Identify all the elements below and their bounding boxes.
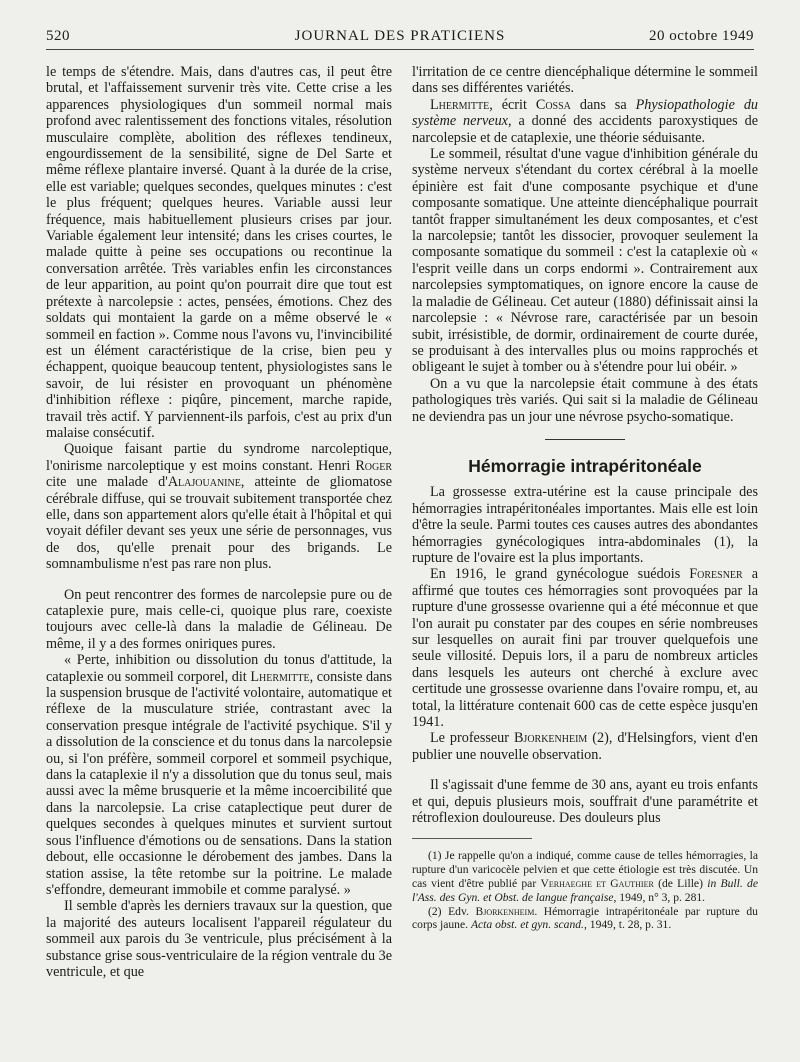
paragraph: En 1916, le grand gynécologue suédois Foresner a affirmé que toutes ces hémorragies sont provoquées par la rupture d'une grossesse ovarienne qui a été méconnue et que l'on aurait pu constater par des coupes en série nombreuses sur lesquelles on aurait fini par trouver quelquefois une seule villosité. Depuis lors, il a paru de nombreux articles dans lesquels les auteurs ont cherché à exclure avec certitude une grossesse ovarienne dans l'ovaire rompu, et, au total, la littérature contenait 600 cas de cette espèce jusqu'en 1941.	[412, 566, 759, 731]
footnote-rule	[412, 838, 532, 839]
paragraph: On a vu que la narcolepsie était commune à des états pathologiques très variés. Qui sait si la maladie de Gélineau ne deviendra pas un jour une névrose psycho-somatique.	[412, 375, 758, 425]
page-number: 520	[46, 28, 70, 44]
header-rule	[46, 49, 754, 50]
author-name: Verhaeghe et Gauthier	[540, 877, 654, 891]
author-name: Bjorkenheim	[513, 730, 588, 747]
paragraph: Lhermitte, écrit Cossa dans sa Physiopathologie du système nerveux, a donné des accidents paroxystiques de narcolepsie et de cataplexie, une théorie séduisante.	[412, 96, 759, 146]
paragraph: Quoique faisant partie du syndrome narcoleptique, l'onirisme narcoleptique y est moins constant. Henri Roger cite une malade d'Alajouanine, atteinte de gliomatose cérébrale diffuse, qui se trouvait subitement transportée chez elle, dans son appartement alors qu'elle était à l'hôpital et qui voyait défiler devant ses yeux une série de personnages, vus de dos, qu'elle prenait pour des brigands. Le somnambulisme n'est pas rare non plus.	[46, 441, 393, 573]
footnote: (2) Edv. Bjorkenheim. Hémorragie intrapéritonéale par rupture du corps jaune. Acta obst. et gyn. scand., 1949, t. 28, p. 31.	[412, 904, 758, 932]
author-name: Cossa	[535, 96, 571, 113]
right-column	[412, 64, 758, 932]
author-name: Roger	[355, 457, 392, 474]
section-divider	[545, 439, 625, 440]
author-name: Lhermitte	[250, 668, 310, 685]
paragraph: le temps de s'étendre. Mais, dans d'autres cas, il peut être brutal, et l'affaissement survenir très vite. Cette crise a les apparences physiologiques d'un sommeil normal mais profond avec ralentissement des fonctions vitales, résolution musculaire complète, abolition des réflexes tendineux, engourdissement de la sensibilité, signe de Del Sarte et même réflexe plantaire inversé. Quant à la durée de la crise, elle est variable; quelques secondes, quelques minutes : c'est le plus fréquent; quelques heures. Variable aussi leur fréquence, mais habituellement plusieurs crises par jour. Variable également leur intensité; dans les crises courtes, le malade quitte à peine ses occupations ou recontinue la conversation arrêtée. Très variables enfin les circonstances de leur apparition, au point qu'on pourrait dire que tout est prétexte à narcolepsie : actes, pensées, émotions. Chez des soldats qui montaient la garde on a même observé le « sommeil en faction ». Comme nous l'avons vu, l'invincibilité est un élément caractéristique de la crise, bien peu y échappent, quoique beaucoup tentent, physiologistes sans le savoir, de lui résister en provoquant un phénomène d'inhibition réflexe : piqûre, pincement, marche rapide, travail très actif. Y parviennent-ils parfois, c'est au prix d'un malaise consécutif.	[46, 64, 392, 441]
book-title: Physiopathologie du système nerveux	[412, 96, 759, 130]
paragraph: « Perte, inhibition ou dissolution du tonus d'attitude, la cataplexie ou sommeil corporel, dit Lhermitte, consiste dans la suspension brusque de l'activité volontaire, automatique et réflexe de la musculature striée, contrastant avec la conservation presque intégrale de l'activité psychique. S'il y a dissolution de la conscience et du tonus dans la narcolepsie ou, si l'on préfère, sommeil corporel et sommeil psychique, dans la cataplexie il n'y a dissolution que du tonus seul, mais aussi avec la même brusquerie et la même incoercibilité que dans la narcolepsie. La crise cataplectique peut durer de quelques secondes à quelques minutes et survient surtout sous l'influence d'émotions ou de sensations. Dans la station debout, elle occasionne le dérobement des jambes. Dans la station assise, la tête retombe sur la poitrine. Le malade s'effondre, demeurant immobile et comme paralysé. »	[46, 652, 393, 898]
paragraph: l'irritation de ce centre diencéphalique détermine le sommeil dans ses différentes variétés.	[412, 64, 758, 97]
paragraph: Il s'agissait d'une femme de 30 ans, ayant eu trois enfants et qui, depuis plusieurs mois, souffrait d'une paramétrite et rétroflexion douloureuse. Des douleurs plus	[412, 777, 758, 827]
issue-date: 20 octobre 1949	[649, 28, 754, 44]
author-name: Bjorkenheim	[475, 904, 535, 918]
journal-ref: in Bull. de l'Ass. des Gyn. et Obst. de langue française	[412, 877, 758, 904]
author-name: Foresner	[689, 566, 743, 583]
section-title: Hémorragie intrapéritonéale	[468, 455, 702, 476]
left-column	[46, 64, 392, 980]
running-header	[46, 24, 754, 48]
journal-title: JOURNAL DES PRATICIENS	[294, 28, 506, 44]
paragraph: La grossesse extra-utérine est la cause principale des hémorragies intrapéritonéales importantes. Mais elle est loin d'être la seule. Parmi toutes ces causes autres des abondantes hémorragies gynécologiques intra-abdominales (1), la rupture de l'ovaire est la plus importants.	[412, 484, 758, 566]
footnotes	[412, 849, 758, 932]
author-name: Alajouanine	[167, 474, 241, 491]
author-name: Lhermitte	[430, 96, 490, 113]
paragraph: Le professeur Bjorkenheim (2), d'Helsingfors, vient d'en publier une nouvelle observation.	[412, 730, 759, 763]
journal-ref: Acta obst. et gyn. scand.	[470, 918, 584, 932]
footnote: (1) Je rappelle qu'on a indiqué, comme cause de telles hémorragies, la rupture d'un varicocèle pelvien et que cette étiologie est très discutée. Un cas vient d'être publié par Verhaeghe et Gauthier (de Lille) in Bull. de l'Ass. des Gyn. et Obst. de langue française, 1949, n° 3, p. 281.	[412, 849, 758, 904]
paragraph: On peut rencontrer des formes de narcolepsie pure ou de cataplexie pure, mais celle-ci, quoique plus rare, coexiste toujours avec celle-là dans la maladie de Gélineau. De même, il y a des formes oniriques pures.	[46, 586, 392, 652]
paragraph: Le sommeil, résultat d'une vague d'inhibition générale du système nerveux s'étendant du cortex cérébral à la moelle épinière est fait d'une composante psychique et d'une composante somatique. Une atteinte diencéphalique pourrait tantôt frapper simultanément les deux composantes, et c'est la narcolepsie; tantôt les dissocier, provoquer seulement la composante somatique du sommeil : c'est la cataplexie où « l'esprit veille dans un corps endormi ». Contrairement aux narcolepsies symptomatiques, on ignore encore la cause de la maladie de Gélineau. Cet auteur (1880) définissait ainsi la narcolepsie : « Névrose rare, caractérisée par un besoin subit, irrésistible, de dormir, ordinairement de courte durée, se produisant à des intervalles plus ou moins rapprochés et obligeant le sujet à tomber ou à s'étendre pour lui obéir. »	[412, 146, 758, 376]
paragraph: Il semble d'après les derniers travaux sur la question, que la majorité des auteurs localisent l'appareil régulateur du sommeil aux parois du 3e ventricule, plus précisément à la substance grise sous-ventriculaire de la région ventrale du 3e ventricule, et que	[46, 898, 392, 980]
